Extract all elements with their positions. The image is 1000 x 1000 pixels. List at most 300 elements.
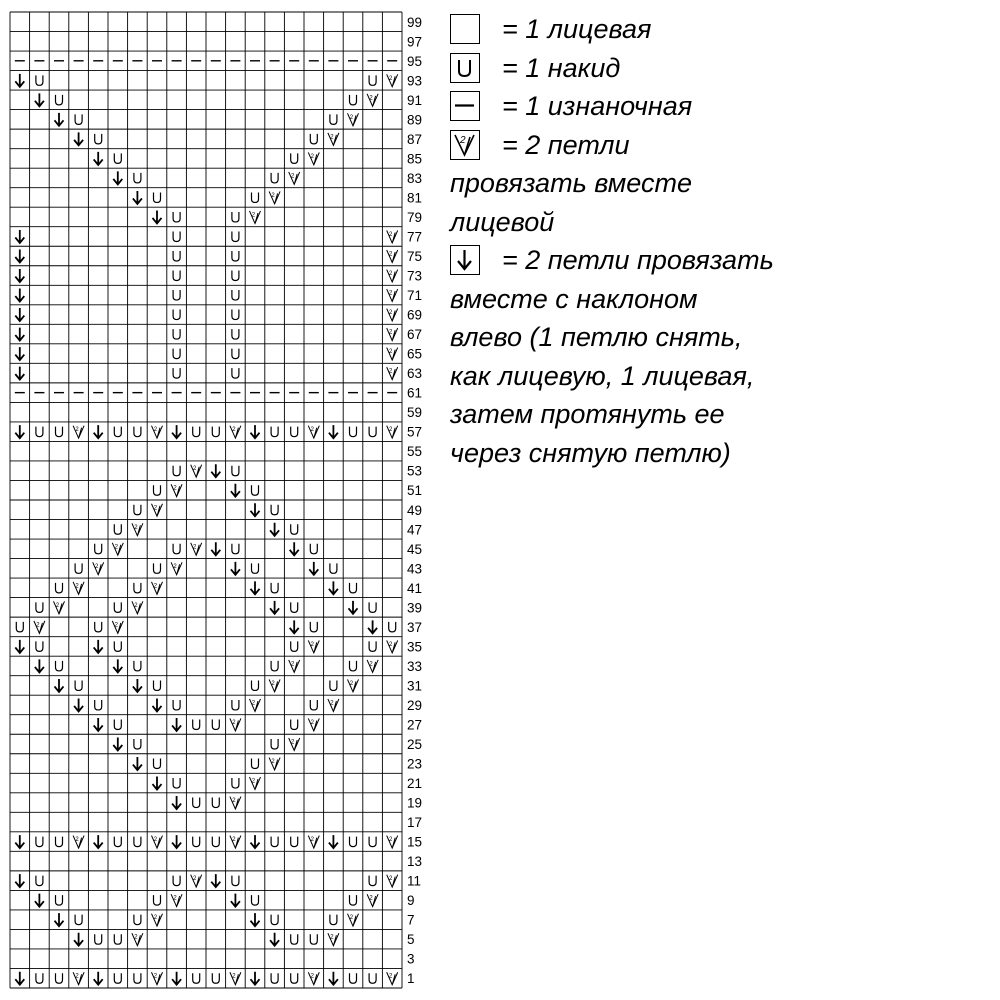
yarn-over-icon bbox=[350, 837, 357, 847]
slip-knit-pass-icon bbox=[94, 640, 103, 653]
yarn-over-icon bbox=[134, 837, 141, 847]
yarn-over-icon bbox=[173, 290, 180, 300]
row-number-label: 73 bbox=[407, 268, 423, 284]
yarn-over-icon bbox=[330, 915, 337, 925]
legend-yarn-over bbox=[450, 49, 990, 88]
yarn-over-icon bbox=[75, 563, 82, 573]
slip-knit-pass-icon bbox=[74, 698, 83, 711]
slip-knit-pass-icon bbox=[172, 796, 181, 809]
yarn-over-icon bbox=[154, 895, 161, 905]
k2tog-number: 2 bbox=[153, 427, 158, 434]
k2tog-number: 2 bbox=[330, 934, 334, 941]
row-number-label: 97 bbox=[407, 34, 423, 50]
yarn-over-icon bbox=[114, 973, 121, 983]
slip-knit-pass-icon bbox=[172, 835, 181, 848]
slip-knit-pass-icon bbox=[74, 933, 83, 946]
row-number-label: 17 bbox=[407, 815, 423, 831]
slip-knit-pass-icon bbox=[133, 191, 142, 204]
slip-knit-pass-icon bbox=[15, 74, 24, 87]
k2tog-number: 2 bbox=[153, 837, 158, 844]
k2tog-number: 2 bbox=[134, 524, 138, 531]
slip-knit-pass-icon bbox=[270, 523, 279, 536]
row-number-label: 59 bbox=[407, 405, 423, 421]
row-number-label: 63 bbox=[407, 366, 423, 382]
k2tog-number: 2 bbox=[349, 680, 354, 687]
row-number-label: 1 bbox=[407, 971, 415, 987]
yarn-over-icon bbox=[291, 973, 298, 983]
yarn-over-icon bbox=[36, 837, 43, 847]
yarn-over-icon bbox=[154, 759, 161, 769]
slip-knit-pass-icon bbox=[231, 562, 240, 575]
slip-knit-pass-icon bbox=[15, 308, 24, 321]
slip-knit-pass-icon bbox=[15, 250, 24, 263]
yarn-over-icon bbox=[36, 876, 43, 886]
yarn-over-icon bbox=[291, 427, 298, 437]
slip-knit-pass-icon bbox=[270, 933, 279, 946]
row-number-label: 83 bbox=[407, 170, 423, 186]
slip-knit-pass-icon bbox=[94, 972, 103, 985]
slip-knit-pass-icon bbox=[251, 913, 260, 926]
k2tog-number: 2 bbox=[173, 563, 177, 570]
k2tog-number: 2 bbox=[193, 876, 197, 883]
k2tog-number: 2 bbox=[389, 231, 393, 238]
yarn-over-icon bbox=[232, 329, 239, 339]
row-number-label: 99 bbox=[407, 14, 423, 30]
yarn-over-icon bbox=[350, 973, 357, 983]
yarn-over-icon bbox=[252, 759, 259, 769]
legend bbox=[450, 10, 990, 472]
row-number-label: 55 bbox=[407, 444, 423, 460]
row-number-label: 25 bbox=[407, 737, 423, 752]
yarn-over-icon bbox=[271, 739, 278, 749]
yarn-over-icon bbox=[114, 153, 121, 163]
k2tog-number: 2 bbox=[291, 173, 295, 180]
yarn-over-icon bbox=[212, 427, 219, 437]
k2tog-number: 2 bbox=[173, 895, 177, 902]
yarn-over-icon bbox=[56, 661, 63, 671]
k2tog-number: 2 bbox=[389, 368, 393, 375]
slip-knit-pass-icon bbox=[211, 542, 220, 555]
yarn-over-icon bbox=[134, 505, 141, 515]
k2tog-number: 2 bbox=[173, 485, 177, 492]
yarn-over-icon bbox=[36, 641, 43, 651]
yarn-over-icon bbox=[134, 583, 141, 593]
k2tog-number: 2 bbox=[389, 349, 393, 356]
k2tog-number: 2 bbox=[75, 583, 79, 590]
k2tog-number: 2 bbox=[291, 739, 295, 746]
row-number-label: 51 bbox=[407, 483, 423, 499]
slip-knit-pass-icon bbox=[15, 347, 24, 360]
yarn-over-icon bbox=[193, 427, 200, 437]
slip-knit-pass-icon bbox=[94, 718, 103, 731]
yarn-over-icon bbox=[271, 173, 278, 183]
yarn-over-icon bbox=[114, 641, 121, 651]
yarn-over-icon bbox=[154, 192, 161, 202]
k2tog-number: 2 bbox=[310, 427, 314, 434]
yarn-over-icon bbox=[75, 915, 82, 925]
yarn-over-icon bbox=[56, 973, 63, 983]
row-number-label: 39 bbox=[407, 600, 423, 616]
legend-skp-text-2: вместе с наклоном bbox=[450, 283, 698, 314]
slip-knit-pass-icon bbox=[309, 562, 318, 575]
legend-k2tog-text-3: лицевой bbox=[450, 206, 555, 237]
row-number-label: 91 bbox=[407, 92, 423, 108]
slip-knit-pass-icon bbox=[251, 581, 260, 594]
slip-knit-pass-icon bbox=[211, 464, 220, 477]
slip-knit-pass-icon bbox=[133, 679, 142, 692]
yarn-over-icon bbox=[232, 368, 239, 378]
k2tog-number: 2 bbox=[193, 544, 197, 551]
legend-yarn-over-text: = 1 накид bbox=[502, 52, 621, 83]
row-number-label: 21 bbox=[407, 776, 423, 792]
yarn-over-icon bbox=[36, 973, 43, 983]
yarn-over-icon bbox=[193, 973, 200, 983]
yarn-over-icon bbox=[212, 973, 219, 983]
row-number-label: 81 bbox=[407, 190, 423, 206]
skp-symbol-icon bbox=[450, 245, 480, 275]
slip-knit-pass-icon bbox=[15, 640, 24, 653]
slip-knit-pass-icon bbox=[368, 620, 377, 633]
legend-skp-text-5: затем протянуть ее bbox=[450, 399, 725, 429]
yarn-over-icon bbox=[232, 310, 239, 320]
slip-knit-pass-icon bbox=[15, 230, 24, 243]
yarn-over-icon bbox=[310, 622, 317, 632]
legend-k2tog-text-2: провязать вместе bbox=[450, 168, 692, 198]
k2tog-number: 2 bbox=[271, 759, 275, 766]
yarn-over-icon bbox=[350, 895, 357, 905]
k2tog-number: 2 bbox=[75, 973, 79, 980]
yarn-over-icon bbox=[291, 153, 298, 163]
k2tog-number: 2 bbox=[232, 798, 236, 805]
k2tog-number: 2 bbox=[232, 719, 236, 726]
yarn-over-icon bbox=[271, 583, 278, 593]
row-number-label: 27 bbox=[407, 717, 423, 733]
slip-knit-pass-icon bbox=[94, 152, 103, 165]
row-number-label: 49 bbox=[407, 502, 423, 518]
k2tog-number: 2 bbox=[310, 837, 314, 844]
yarn-over-icon bbox=[369, 602, 376, 612]
k2tog-number: 2 bbox=[291, 661, 295, 668]
yarn-over-icon bbox=[350, 661, 357, 671]
k2tog-number: 2 bbox=[251, 778, 256, 785]
k2tog-number: 2 bbox=[389, 310, 393, 317]
k2tog-number: 2 bbox=[193, 466, 197, 473]
yarn-over-icon bbox=[232, 290, 239, 300]
slip-knit-pass-icon bbox=[55, 113, 64, 126]
row-number-label: 37 bbox=[407, 619, 423, 635]
row-number-label: 19 bbox=[407, 795, 423, 811]
slip-knit-pass-icon bbox=[15, 269, 24, 282]
row-number-label: 5 bbox=[407, 932, 415, 948]
yarn-over-icon bbox=[95, 544, 102, 554]
slip-knit-pass-icon bbox=[231, 484, 240, 497]
slip-knit-pass-icon bbox=[349, 601, 358, 614]
yarn-over-icon bbox=[154, 680, 161, 690]
yarn-over-icon bbox=[271, 505, 278, 515]
yarn-over-icon bbox=[173, 876, 180, 886]
yarn-over-icon bbox=[212, 719, 219, 729]
yarn-over-icon bbox=[232, 231, 239, 241]
k2tog-number: 2 bbox=[134, 602, 138, 609]
k2tog-number: 2 bbox=[389, 876, 393, 883]
row-number-label: 65 bbox=[407, 346, 423, 362]
yarn-over-icon bbox=[232, 466, 239, 476]
yarn-over-icon bbox=[350, 583, 357, 593]
k2tog-number: 2 bbox=[271, 192, 275, 199]
legend-skp-text-6: через снятую петлю) bbox=[450, 437, 731, 468]
k2tog-number: 2 bbox=[310, 719, 314, 726]
yarn-over-icon bbox=[232, 212, 239, 222]
k2tog-number: 2 bbox=[232, 973, 236, 980]
k2tog-number: 2 bbox=[369, 95, 373, 102]
slip-knit-pass-icon bbox=[15, 835, 24, 848]
row-number-label: 9 bbox=[407, 893, 415, 909]
slip-knit-pass-icon bbox=[251, 425, 260, 438]
k2tog-number: 2 bbox=[134, 934, 138, 941]
yarn-over-icon bbox=[330, 563, 337, 573]
legend-purl bbox=[450, 87, 990, 126]
slip-knit-pass-icon bbox=[35, 894, 44, 907]
yarn-over-icon bbox=[369, 641, 376, 651]
legend-purl-text: = 1 изнаночная bbox=[502, 91, 693, 121]
yarn-over-icon bbox=[173, 231, 180, 241]
yarn-over-icon bbox=[114, 524, 121, 534]
k2tog-number: 2 bbox=[389, 251, 393, 258]
yarn-over-icon bbox=[173, 466, 180, 476]
yarn-over-icon bbox=[114, 602, 121, 612]
yarn-over-icon bbox=[173, 544, 180, 554]
slip-knit-pass-icon bbox=[15, 874, 24, 887]
slip-knit-pass-icon bbox=[55, 679, 64, 692]
row-number-label: 11 bbox=[407, 873, 422, 889]
row-number-label: 79 bbox=[407, 209, 423, 225]
row-number-label: 93 bbox=[407, 73, 423, 89]
row-number-label: 95 bbox=[407, 53, 423, 69]
k2tog-number: 2 bbox=[232, 427, 236, 434]
yarn-over-symbol-icon bbox=[450, 53, 480, 83]
row-number-label: 61 bbox=[407, 385, 423, 401]
yarn-over-icon bbox=[271, 915, 278, 925]
yarn-over-icon bbox=[271, 661, 278, 671]
yarn-over-icon bbox=[193, 798, 200, 808]
yarn-over-icon bbox=[252, 680, 259, 690]
k2tog-symbol-icon bbox=[450, 130, 480, 160]
k2tog-number: 2 bbox=[310, 153, 314, 160]
legend-skp-text-4: как лицевую, 1 лицевая, bbox=[450, 360, 755, 391]
yarn-over-icon bbox=[134, 173, 141, 183]
yarn-over-icon bbox=[95, 934, 102, 944]
row-number-label: 69 bbox=[407, 307, 423, 323]
k2tog-number: 2 bbox=[36, 622, 40, 629]
yarn-over-icon bbox=[134, 661, 141, 671]
slip-knit-pass-icon bbox=[113, 171, 122, 184]
yarn-over-icon bbox=[134, 915, 141, 925]
k2tog-number: 2 bbox=[153, 583, 158, 590]
slip-knit-pass-icon bbox=[211, 874, 220, 887]
slip-knit-pass-icon bbox=[153, 698, 162, 711]
yarn-over-icon bbox=[369, 973, 376, 983]
row-number-label: 23 bbox=[407, 756, 423, 772]
row-number-label: 13 bbox=[407, 854, 423, 870]
k2tog-number: 2 bbox=[114, 544, 118, 551]
row-number-label: 87 bbox=[407, 131, 423, 147]
row-number-label: 53 bbox=[407, 463, 423, 479]
yarn-over-icon bbox=[193, 719, 200, 729]
purl-symbol-icon bbox=[450, 91, 480, 121]
yarn-over-icon bbox=[291, 934, 298, 944]
yarn-over-icon bbox=[252, 192, 259, 202]
k2tog-number: 2 bbox=[251, 700, 256, 707]
yarn-over-icon bbox=[252, 895, 259, 905]
yarn-over-icon bbox=[310, 934, 317, 944]
yarn-over-icon bbox=[330, 680, 337, 690]
slip-knit-pass-icon bbox=[172, 718, 181, 731]
row-number-label: 67 bbox=[407, 327, 423, 343]
slip-knit-pass-icon bbox=[113, 659, 122, 672]
slip-knit-pass-icon bbox=[290, 620, 299, 633]
legend-k2tog bbox=[450, 126, 990, 165]
k2tog-number: 2 bbox=[271, 680, 275, 687]
yarn-over-icon bbox=[350, 95, 357, 105]
k2tog-number: 2 bbox=[55, 602, 60, 609]
yarn-over-icon bbox=[114, 837, 121, 847]
yarn-over-icon bbox=[291, 641, 298, 651]
legend-skp-text-3: влево (1 петлю снять, bbox=[450, 322, 743, 352]
slip-knit-pass-icon bbox=[15, 289, 24, 302]
legend-knit-text: = 1 лицевая bbox=[502, 14, 652, 44]
yarn-over-icon bbox=[369, 837, 376, 847]
row-number-label: 75 bbox=[407, 249, 423, 264]
k2tog-number: 2 bbox=[75, 837, 79, 844]
yarn-over-icon bbox=[232, 876, 239, 886]
yarn-over-icon bbox=[232, 271, 239, 281]
yarn-over-icon bbox=[271, 837, 278, 847]
yarn-over-icon bbox=[114, 427, 121, 437]
slip-knit-pass-icon bbox=[94, 425, 103, 438]
yarn-over-icon bbox=[271, 973, 278, 983]
k2tog-number: 2 bbox=[251, 212, 256, 219]
yarn-over-icon bbox=[369, 876, 376, 886]
legend-knit bbox=[450, 10, 990, 49]
yarn-over-icon bbox=[134, 427, 141, 437]
slip-knit-pass-icon bbox=[329, 425, 338, 438]
yarn-over-icon bbox=[232, 700, 239, 710]
slip-knit-pass-icon bbox=[15, 328, 24, 341]
row-number-label: 41 bbox=[407, 580, 423, 596]
yarn-over-icon bbox=[173, 310, 180, 320]
yarn-over-icon bbox=[173, 778, 180, 788]
yarn-over-icon bbox=[114, 719, 121, 729]
yarn-over-icon bbox=[134, 739, 141, 749]
k2tog-number: 2 bbox=[75, 427, 79, 434]
k2tog-number: 2 bbox=[389, 329, 393, 336]
k2tog-number: 2 bbox=[389, 290, 393, 297]
k2tog-number: 2 bbox=[389, 973, 393, 980]
k2tog-number: 2 bbox=[330, 700, 334, 707]
yarn-over-icon bbox=[310, 700, 317, 710]
row-number-label: 85 bbox=[407, 151, 423, 167]
yarn-over-icon bbox=[193, 837, 200, 847]
k2tog-number: 2 bbox=[389, 271, 393, 278]
yarn-over-icon bbox=[252, 485, 259, 495]
row-number-label: 47 bbox=[407, 522, 423, 538]
k2tog-number: 2 bbox=[369, 895, 373, 902]
slip-knit-pass-icon bbox=[15, 425, 24, 438]
yarn-over-icon bbox=[56, 583, 63, 593]
yarn-over-icon bbox=[232, 544, 239, 554]
k2tog-number: 2 bbox=[389, 75, 393, 82]
k2tog-number: 2 bbox=[232, 837, 236, 844]
yarn-over-icon bbox=[16, 622, 23, 632]
yarn-over-icon bbox=[212, 837, 219, 847]
slip-knit-pass-icon bbox=[15, 972, 24, 985]
k2tog-number: 2 bbox=[349, 915, 354, 922]
row-number-label: 33 bbox=[407, 658, 423, 674]
row-number-label: 71 bbox=[407, 288, 423, 304]
yarn-over-icon bbox=[173, 349, 180, 359]
yarn-over-icon bbox=[134, 973, 141, 983]
yarn-over-icon bbox=[271, 427, 278, 437]
yarn-over-icon bbox=[56, 837, 63, 847]
slip-knit-pass-icon bbox=[251, 972, 260, 985]
yarn-over-icon bbox=[252, 563, 259, 573]
slip-knit-pass-icon bbox=[55, 913, 64, 926]
slip-knit-pass-icon bbox=[113, 738, 122, 751]
slip-knit-pass-icon bbox=[290, 542, 299, 555]
yarn-over-icon bbox=[291, 837, 298, 847]
k2tog-number: 2 bbox=[330, 134, 334, 141]
slip-knit-pass-icon bbox=[153, 777, 162, 790]
yarn-over-icon bbox=[173, 212, 180, 222]
yarn-over-icon bbox=[389, 622, 396, 632]
yarn-over-icon bbox=[173, 700, 180, 710]
yarn-over-icon bbox=[173, 329, 180, 339]
yarn-over-icon bbox=[95, 134, 102, 144]
k2tog-number: 2 bbox=[153, 505, 158, 512]
yarn-over-icon bbox=[75, 114, 82, 124]
slip-knit-pass-icon bbox=[329, 581, 338, 594]
yarn-over-icon bbox=[310, 134, 317, 144]
yarn-over-icon bbox=[232, 778, 239, 788]
legend-k2tog-text: = 2 петли bbox=[502, 129, 630, 160]
slip-knit-pass-icon bbox=[231, 894, 240, 907]
row-number-label: 15 bbox=[407, 834, 423, 850]
slip-knit-pass-icon bbox=[251, 835, 260, 848]
yarn-over-icon bbox=[154, 485, 161, 495]
yarn-over-icon bbox=[36, 602, 43, 612]
k2tog-number: 2 bbox=[95, 563, 99, 570]
knit-symbol-icon bbox=[450, 14, 480, 44]
legend-skp bbox=[450, 241, 990, 280]
yarn-over-icon bbox=[232, 349, 239, 359]
k2tog-number: 2 bbox=[389, 837, 393, 844]
slip-knit-pass-icon bbox=[35, 93, 44, 106]
yarn-over-icon bbox=[36, 75, 43, 85]
yarn-over-icon bbox=[95, 622, 102, 632]
yarn-over-icon bbox=[291, 719, 298, 729]
yarn-over-icon bbox=[173, 271, 180, 281]
yarn-over-icon bbox=[36, 427, 43, 437]
yarn-over-icon bbox=[114, 934, 121, 944]
slip-knit-pass-icon bbox=[94, 835, 103, 848]
k2tog-number: 2 bbox=[369, 661, 373, 668]
row-number-label: 29 bbox=[407, 697, 423, 713]
k2tog-number: 2 bbox=[349, 114, 354, 121]
yarn-over-icon bbox=[56, 427, 63, 437]
row-number-label: 3 bbox=[407, 951, 415, 967]
k2tog-number: 2 bbox=[310, 973, 314, 980]
row-number-label: 43 bbox=[407, 561, 423, 577]
